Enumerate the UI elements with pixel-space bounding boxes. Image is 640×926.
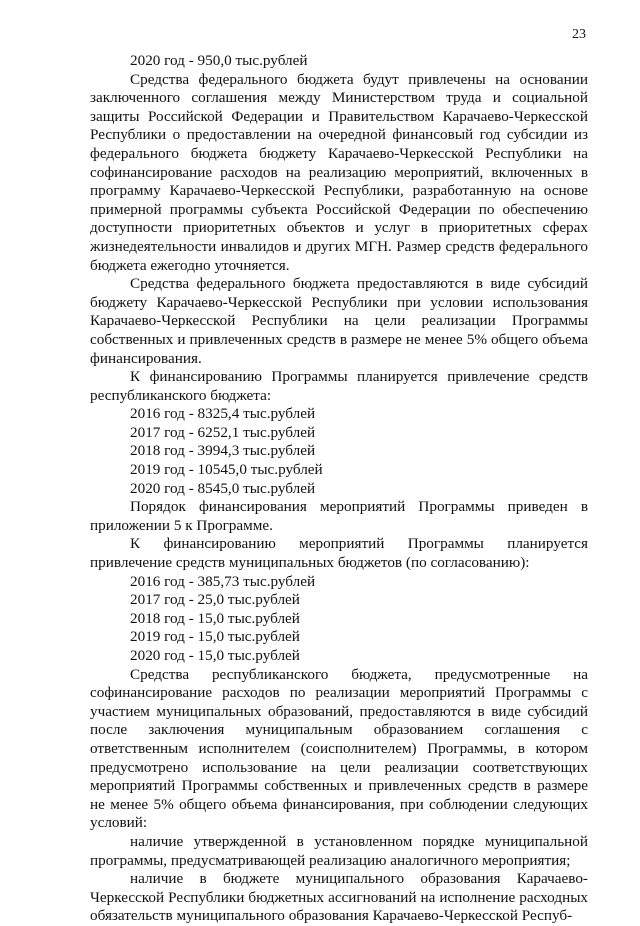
budget-year-line: 2019 год - 15,0 тыс.рублей [130,628,300,646]
body-paragraph: К финансированию мероприятий Программы планируется привлечение средств муниципальных бюджетов (по согласованию): [90,535,588,572]
body-paragraph: Средства федерального бюджета предоставляются в виде субсидий бюджету Карачаево-Черкесской Республики при условии использования Карачаево-Черкесской Республики на цели реализации Программы собственных и привлеченных средств в размере не менее 5% общего объема финансирования. [90,275,588,367]
document-body [90,52,588,926]
budget-year-line: 2020 год - 8545,0 тыс.рублей [130,479,316,497]
budget-year-line: 2016 год - 8325,4 тыс.рублей [130,405,316,423]
budget-year-line: 2016 год - 385,73 тыс.рублей [130,572,316,590]
page-number: 23 [572,27,586,42]
budget-year-line: 2019 год - 10545,0 тыс.рублей [130,461,323,479]
budget-year-line: 2017 год - 6252,1 тыс.рублей [130,423,316,441]
budget-year-line: 2017 год - 25,0 тыс.рублей [130,591,300,609]
budget-year-line: 2018 год - 3994,3 тыс.рублей [130,442,316,460]
budget-year-line: 2018 год - 15,0 тыс.рублей [130,609,300,627]
body-paragraph: Средства республиканского бюджета, предусмотренные на софинансирование расходов по реализации мероприятий Программы с участием муниципальных образований, предоставляются в виде субсидий после заключения муниципальным образованием соглашения с ответственным исполнителем (соисполнителем) Программы, в котором предусмотрено использование на цели реализации соответствующих мероприятий Программы собственных и привлеченных средств в размере не менее 5% общего объема финансирования, при соблюдении следующих условий: [90,665,588,832]
budget-year-line: 2020 год - 950,0 тыс.рублей [130,52,308,69]
body-paragraph: наличие в бюджете муниципального образования Карачаево-Черкесской Республики бюджетных ассигнований на исполнение расходных обязательств муниципального образования Карачаево-Черкесской Респуб- [90,870,588,925]
budget-year-line: 2020 год - 15,0 тыс.рублей [130,647,300,664]
body-paragraph: наличие утвержденной в установленном порядке муниципальной программы, предусматривающей реализацию аналогичного мероприятия; [90,832,588,869]
body-paragraph: Средства федерального бюджета будут привлечены на основании заключенного соглашения между Министерством труда и социальной защиты Российской Федерации и Правительством Карачаево-Черкесской Республики о предоставлении на очередной финансовый год субсидии из федерального бюджета бюджету Карачаево-Черкесской Республики на софинансирование расходов на реализацию мероприятий, включенных в программу Карачаево-Черкесской Республики, разработанную на основе примерной программы субъекта Российской Федерации по обеспечению доступности приоритетных объектов и услуг в приоритетных сферах жизнедеятельности инвалидов и других МГН. Размер средств федерального бюджета ежегодно уточняется. [90,70,588,274]
body-paragraph: Порядок финансирования мероприятий Программы приведен в приложении 5 к Программе. [90,498,588,534]
body-paragraph: К финансированию Программы планируется привлечение средств республиканского бюджета: [90,368,588,404]
